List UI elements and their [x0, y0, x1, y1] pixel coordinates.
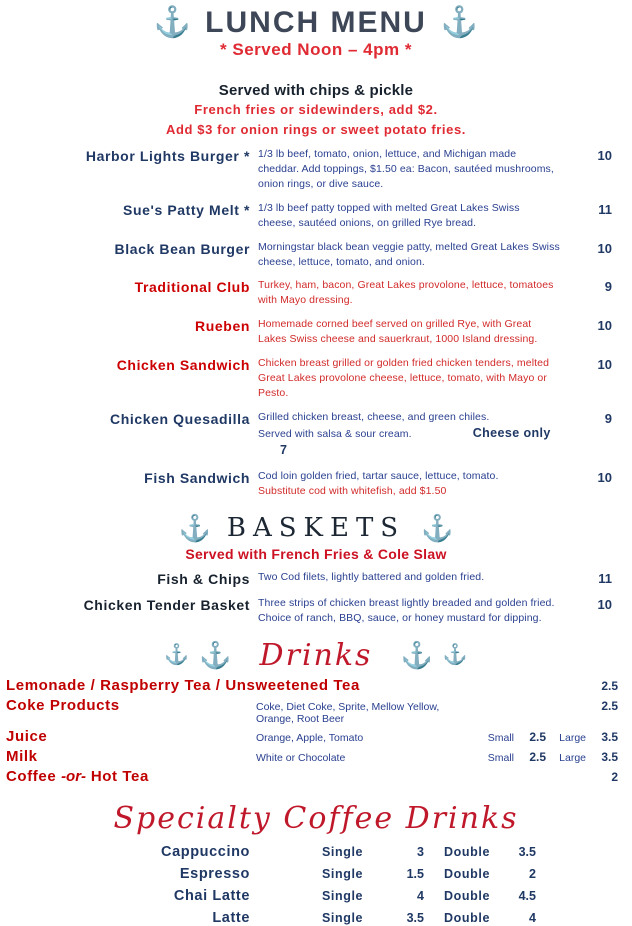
coffee-item-espresso: [0, 866, 632, 882]
item-price: 9: [604, 279, 612, 295]
menu-item-harbor-lights-burger: [0, 147, 612, 192]
item-description: [258, 469, 560, 499]
drink-name: [6, 768, 478, 785]
fries-upcharge-note: French fries or sidewinders, add $2.: [194, 102, 438, 117]
item-description-line1: Grilled chicken breast, cheese, and green chiles.: [258, 410, 490, 423]
drink-description: Coke, Diet Coke, Sprite, Mellow Yellow, Orange, Root Beer: [256, 700, 440, 725]
item-description: [258, 410, 560, 460]
item-name: Harbor Lights Burger *: [85, 148, 250, 165]
coffee-item-chai-latte: [0, 888, 632, 904]
drink-price: 2: [611, 769, 618, 784]
single-price: 3.5: [406, 910, 424, 925]
anchor-icon: ⚓: [178, 513, 211, 543]
drink-name: Milk: [6, 747, 38, 765]
single-price: 4: [417, 888, 424, 903]
menu-item-traditional-club: [0, 278, 612, 308]
anchor-icon: ⚓: [440, 6, 479, 39]
item-description: 1/3 lb beef, tomato, onion, lettuce, and Michigan made cheddar. Add toppings, $1.50 ea: Bacon, sautéed mushrooms, onion rings, or dive sauce.: [258, 148, 554, 190]
item-price: 10: [597, 318, 612, 334]
item-price: 10: [597, 470, 612, 486]
drink-name-suffix: Hot Tea: [90, 767, 149, 785]
double-label: Double: [444, 844, 490, 859]
double-price: 3.5: [518, 844, 536, 859]
double-label: Double: [444, 866, 490, 881]
item-name: Rueben: [195, 318, 250, 335]
menu-item-chicken-tender-basket: [0, 596, 612, 626]
baskets-note: Served with French Fries & Cole Slaw: [185, 546, 447, 562]
item-name: Traditional Club: [134, 279, 250, 296]
drink-item-juice: [6, 728, 618, 745]
menu-item-black-bean-burger: [0, 240, 612, 270]
item-price: 11: [598, 571, 612, 586]
large-size-price: 3.5: [601, 749, 618, 764]
anchor-icon: ⚓: [164, 644, 190, 667]
cheese-only-price: 7: [280, 443, 288, 458]
anchor-icon: ⚓: [153, 6, 192, 39]
drink-name: Lemonade / Raspberry Tea / Unsweetened Tea: [6, 676, 360, 694]
item-description: Two Cod filets, lightly battered and golden fried.: [258, 571, 485, 583]
anchor-icon: ⚓: [421, 513, 454, 543]
large-size-label: Large: [559, 751, 586, 764]
menu-item-sues-patty-melt: [0, 201, 612, 231]
single-label: Single: [322, 866, 364, 881]
drink-price: 2.5: [601, 678, 618, 693]
drink-description: Orange, Apple, Tomato: [256, 731, 364, 744]
item-price: 10: [597, 240, 612, 256]
item-price: 9: [604, 410, 612, 426]
item-description: 1/3 lb beef patty topped with melted Great Lakes Swiss cheese, sautéed onions, on grilled Rye bread.: [258, 201, 520, 229]
coffee-name: Chai Latte: [173, 887, 250, 904]
drink-price: 2.5: [601, 698, 618, 713]
drink-item-coffee-hot-tea: [6, 768, 618, 785]
specialty-coffee-title: Specialty Coffee Drinks: [113, 800, 519, 836]
anchor-icon: ⚓: [400, 640, 433, 671]
item-price: 10: [597, 148, 612, 164]
item-description: Turkey, ham, bacon, Great Lakes provolone, lettuce, tomatoes with Mayo dressing.: [258, 279, 554, 307]
drink-item-lemonade-teas: [6, 677, 618, 694]
item-name: Chicken Quesadilla: [110, 410, 250, 427]
single-price: 3: [417, 844, 424, 859]
item-name: Chicken Tender Basket: [83, 597, 250, 613]
drink-name-prefix: Coffee: [6, 767, 57, 785]
menu-header: [0, 6, 632, 40]
item-name: Chicken Sandwich: [116, 357, 250, 374]
menu-item-chicken-sandwich: [0, 356, 612, 401]
anchor-icon: ⚓: [199, 640, 232, 671]
small-size-price: 2.5: [529, 749, 546, 764]
item-price: 10: [597, 357, 612, 373]
specialty-coffee-list: [0, 844, 632, 926]
single-label: Single: [322, 910, 364, 925]
double-price: 4.5: [518, 888, 536, 903]
item-name: Fish & Chips: [157, 571, 250, 587]
small-size-label: Small: [487, 751, 514, 764]
drink-item-coke-products: [6, 697, 618, 725]
served-with-note: Served with chips & pickle: [218, 82, 414, 99]
single-label: Single: [322, 844, 364, 859]
small-size-price: 2.5: [529, 729, 546, 744]
drink-item-milk: [6, 748, 618, 765]
item-description-line2: [258, 425, 560, 461]
coffee-name: Cappuccino: [161, 843, 250, 860]
drinks-list: [0, 677, 618, 785]
baskets-list: [0, 570, 612, 626]
salsa-note: Served with salsa & sour cream.: [258, 427, 412, 440]
page-title: LUNCH MENU: [205, 6, 427, 39]
item-description: Chicken breast grilled or golden fried chicken tenders, melted Great Lakes provolone cheese, lettuce, tomato, with Mayo or Pesto.: [258, 357, 550, 399]
menu-item-fish-sandwich: [0, 469, 612, 499]
double-price: 4: [529, 910, 536, 925]
anchor-icon: ⚓: [442, 644, 468, 667]
substitute-whitefish-note: Substitute cod with whitefish, add $1.50: [258, 485, 447, 498]
item-description: Homemade corned beef served on grilled Rye, with Great Lakes Swiss cheese and sauerkraut, 1000 Island dressing.: [258, 318, 538, 346]
double-label: Double: [444, 910, 490, 925]
served-hours-subtitle: * Served Noon – 4pm *: [220, 40, 412, 59]
baskets-header: [0, 513, 632, 543]
or-word: -or-: [61, 767, 87, 785]
coffee-item-latte: [0, 910, 632, 926]
coffee-name: Latte: [212, 909, 250, 926]
item-name: Fish Sandwich: [144, 470, 250, 487]
sandwich-notes: [0, 82, 632, 138]
drinks-header: [0, 638, 632, 673]
menu-item-chicken-quesadilla: [0, 410, 612, 460]
drink-description: White or Chocolate: [256, 751, 346, 764]
drink-name: Coke Products: [6, 696, 120, 714]
onion-rings-note: Add $3 for onion rings or sweet potato fries.: [165, 121, 467, 137]
item-description: Three strips of chicken breast lightly breaded and golden fried. Choice of ranch, BBQ, sauce, or honey mustard for dipping.: [258, 597, 555, 624]
drinks-title: Drinks: [259, 637, 373, 673]
sandwich-list: [0, 147, 612, 499]
drink-name: Juice: [6, 727, 48, 745]
double-label: Double: [444, 888, 490, 903]
item-price: 11: [598, 201, 612, 217]
specialty-coffee-header: [0, 801, 632, 836]
small-size-label: Small: [487, 731, 514, 744]
double-price: 2: [529, 866, 536, 881]
item-price: 10: [597, 597, 612, 612]
single-price: 1.5: [406, 866, 424, 881]
item-description: Morningstar black bean veggie patty, melted Great Lakes Swiss cheese, lettuce, tomato, and onion.: [258, 240, 560, 268]
item-description-line1: Cod loin golden fried, tartar sauce, lettuce, tomato.: [258, 470, 499, 483]
large-size-label: Large: [559, 731, 586, 744]
coffee-item-cappuccino: [0, 844, 632, 860]
cheese-only-label: Cheese only: [472, 425, 551, 440]
single-label: Single: [322, 888, 364, 903]
coffee-name: Espresso: [179, 865, 250, 882]
large-size-price: 3.5: [601, 729, 618, 744]
item-name: Sue's Patty Melt *: [123, 201, 250, 218]
item-name: Black Bean Burger: [114, 240, 250, 257]
menu-item-fish-and-chips: [0, 570, 612, 587]
baskets-title: BASKETS: [226, 513, 406, 543]
menu-item-rueben: [0, 317, 612, 347]
